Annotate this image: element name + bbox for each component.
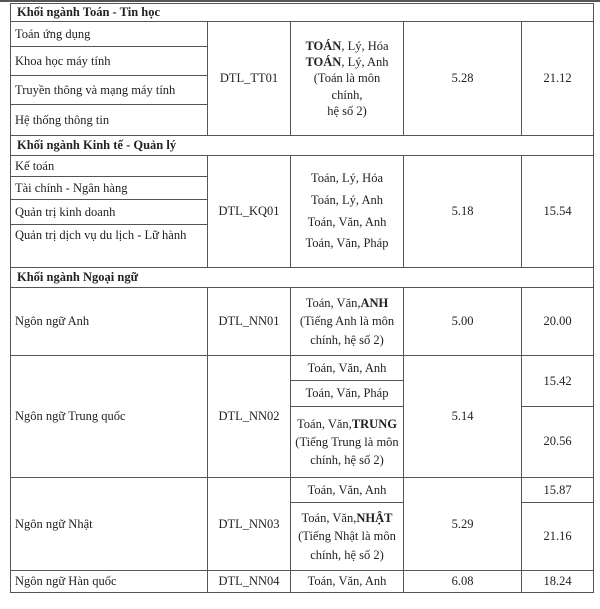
table-row-korean xyxy=(11,571,594,593)
combo-bold: TOÁN xyxy=(305,55,342,70)
section-title-math: Khối ngành Toán - Tin học xyxy=(11,4,594,22)
table-row-math xyxy=(11,22,594,136)
major-item: Khoa học máy tính xyxy=(11,47,207,76)
section-title-lang: Khối ngành Ngoại ngữ xyxy=(11,268,594,288)
top-border xyxy=(0,0,600,2)
combo-text: Toán, Văn, xyxy=(305,296,361,311)
score-floor: 5.00 xyxy=(404,288,522,356)
combo-text: Toán, Văn, Anh xyxy=(307,214,387,229)
admission-score-table xyxy=(10,3,594,593)
major-name: Ngôn ngữ Anh xyxy=(11,288,208,356)
score-final: 20.56 xyxy=(543,434,572,449)
major-name: Ngôn ngữ Hàn quốc xyxy=(11,571,208,593)
table-row-chinese xyxy=(11,356,594,478)
subject-combos xyxy=(291,22,404,136)
combo-note: (Toán là môn xyxy=(313,71,381,86)
combo-note: chính, hệ số 2) xyxy=(310,453,384,468)
combo-text: Toán, Văn, Anh xyxy=(291,478,403,503)
section-header-math xyxy=(11,4,594,22)
combo-note: chính, hệ số 2) xyxy=(310,547,384,562)
table-row-english xyxy=(11,288,594,356)
combo-text: Toán, Văn, Pháp xyxy=(291,381,403,407)
combo-main xyxy=(291,503,403,570)
score-final-stack xyxy=(522,356,594,478)
combo-note: hệ số 2) xyxy=(327,103,367,118)
combo-bold: NHẬT xyxy=(356,511,393,526)
combo-text: Toán, Văn, xyxy=(297,416,352,431)
score-final: 18.24 xyxy=(522,571,594,593)
subject-combos xyxy=(291,478,404,571)
combo-note: (Tiếng Nhật là môn xyxy=(298,529,396,544)
score-floor: 6.08 xyxy=(404,571,522,593)
major-item: Toán ứng dụng xyxy=(11,22,207,47)
table-row-econ xyxy=(11,156,594,268)
score-floor: 5.28 xyxy=(404,22,522,136)
score-final: 15.54 xyxy=(522,156,594,268)
major-item: Truyền thông và mạng máy tính xyxy=(11,76,207,105)
section-title-econ: Khối ngành Kinh tế - Quản lý xyxy=(11,136,594,156)
score-floor: 5.29 xyxy=(404,478,522,571)
combo-text: Toán, Văn, Anh xyxy=(291,571,404,593)
major-list-econ xyxy=(11,156,208,268)
table-row-japanese xyxy=(11,478,594,571)
section-header-lang xyxy=(11,268,594,288)
subject-combos xyxy=(291,288,404,356)
major-code: DTL_TT01 xyxy=(208,22,291,136)
combo-main xyxy=(291,407,403,477)
score-final: 20.00 xyxy=(522,288,594,356)
major-code: DTL_NN01 xyxy=(208,288,291,356)
major-code: DTL_NN03 xyxy=(208,478,291,571)
combo-text: Toán, Lý, Anh xyxy=(310,192,384,207)
combo-note: chính, xyxy=(331,87,363,102)
combo-text: Toán, Văn, Pháp xyxy=(305,236,389,251)
major-code: DTL_NN04 xyxy=(208,571,291,593)
combo-note: (Tiếng Trung là môn xyxy=(295,434,399,449)
major-item: Quản trị dịch vụ du lịch - Lữ hành xyxy=(15,228,187,242)
combo-text: , Lý, Hóa xyxy=(341,38,389,53)
combo-bold: ANH xyxy=(360,296,389,311)
score-floor: 5.14 xyxy=(404,356,522,478)
major-code: DTL_NN02 xyxy=(208,356,291,478)
combo-bold: TRUNG xyxy=(351,416,397,431)
major-list-math xyxy=(11,22,208,136)
subject-combos xyxy=(291,156,404,268)
combo-text: , Lý, Anh xyxy=(341,55,389,70)
major-item: Hệ thống thông tin xyxy=(15,112,110,127)
major-name: Ngôn ngữ Nhật xyxy=(11,478,208,571)
combo-note: (Tiếng Anh là môn xyxy=(299,314,395,329)
combo-note: chính, hệ số 2) xyxy=(310,332,384,347)
score-final: 21.16 xyxy=(543,529,572,544)
subject-combos xyxy=(291,356,404,478)
combo-text: Toán, Văn, Anh xyxy=(291,356,403,381)
score-final-stack xyxy=(522,478,594,571)
major-name: Ngôn ngữ Trung quốc xyxy=(11,356,208,478)
major-code: DTL_KQ01 xyxy=(208,156,291,268)
score-final: 21.12 xyxy=(522,22,594,136)
major-item: Tài chính - Ngân hàng xyxy=(11,177,207,200)
major-item: Quản trị kinh doanh xyxy=(11,200,207,225)
score-final: 15.87 xyxy=(522,478,593,503)
section-header-econ xyxy=(11,136,594,156)
score-floor: 5.18 xyxy=(404,156,522,268)
combo-text: Toán, Văn, xyxy=(301,511,357,526)
combo-text: Toán, Lý, Hóa xyxy=(310,170,384,185)
score-final: 15.42 xyxy=(522,357,593,407)
combo-bold: TOÁN xyxy=(305,38,342,53)
major-item: Kế toán xyxy=(11,156,207,177)
